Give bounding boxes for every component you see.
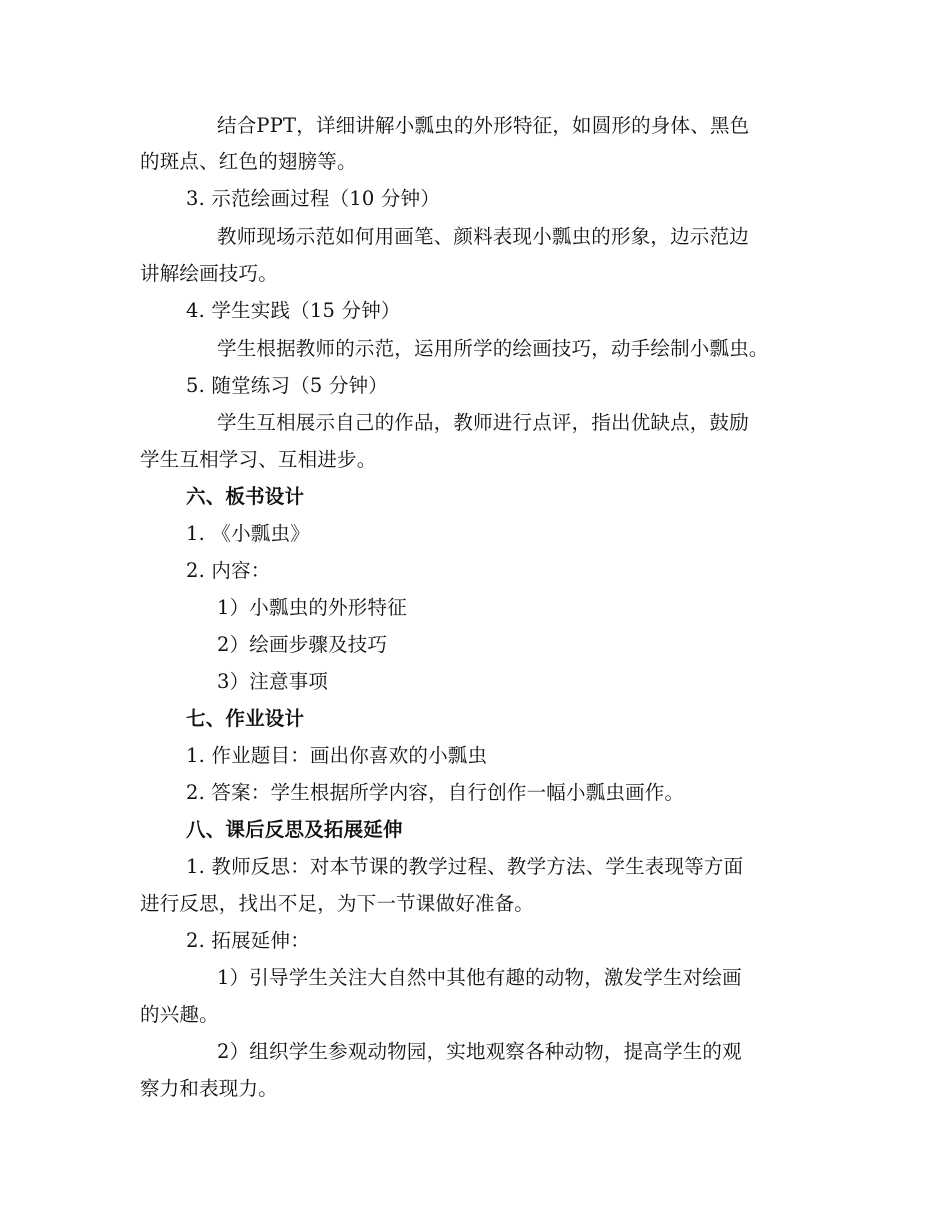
section8-item-2: 2. 拓展延伸： (186, 929, 310, 952)
section8-item-1-line-2: 进行反思，找出不足，为下一节课做好准备。 (140, 892, 535, 915)
intro-line-2: 的斑点、红色的翅膀等。 (140, 150, 357, 173)
section7-item-1: 1. 作业题目：画出你喜欢的小瓢虫 (186, 744, 488, 767)
section6-item-1: 1. 《小瓢虫》 (186, 522, 310, 545)
section8-sub-1-line-1: 1）引导学生关注大自然中其他有趣的动物，激发学生对绘画 (217, 966, 742, 989)
step4-title: 4. 学生实践（15 分钟） (186, 299, 401, 322)
step5-title: 5. 随堂练习（5 分钟） (186, 374, 389, 397)
section7-heading: 七、作业设计 (186, 707, 305, 730)
section6-sub-2: 2）绘画步骤及技巧 (217, 633, 388, 656)
step4-line-1: 学生根据教师的示范，运用所学的绘画技巧，动手绘制小瓢虫。 (217, 337, 769, 360)
section8-item-1-line-1: 1. 教师反思：对本节课的教学过程、教学方法、学生表现等方面 (186, 855, 744, 878)
section6-sub-3: 3）注意事项 (217, 670, 329, 693)
step3-line-1: 教师现场示范如何用画笔、颜料表现小瓢虫的形象，边示范边 (217, 225, 749, 248)
section8-sub-2-line-1: 2）组织学生参观动物园，实地观察各种动物，提高学生的观 (217, 1040, 742, 1063)
section6-item-2: 2. 内容： (186, 559, 271, 582)
step5-line-2: 学生互相学习、互相进步。 (140, 448, 377, 471)
section6-heading: 六、板书设计 (186, 485, 305, 508)
section7-item-2: 2. 答案：学生根据所学内容，自行创作一幅小瓢虫画作。 (186, 781, 685, 804)
section8-sub-1-line-2: 的兴趣。 (140, 1003, 219, 1026)
step3-line-2: 讲解绘画技巧。 (140, 262, 278, 285)
section6-sub-1: 1）小瓢虫的外形特征 (217, 596, 407, 619)
step5-line-1: 学生互相展示自己的作品，教师进行点评，指出优缺点，鼓励 (217, 411, 749, 434)
section8-heading: 八、课后反思及拓展延伸 (186, 818, 403, 841)
step3-title: 3. 示范绘画过程（10 分钟） (186, 187, 441, 210)
section8-sub-2-line-2: 察力和表现力。 (140, 1077, 278, 1100)
intro-line-1: 结合PPT，详细讲解小瓢虫的外形特征，如圆形的身体、黑色 (217, 114, 750, 137)
